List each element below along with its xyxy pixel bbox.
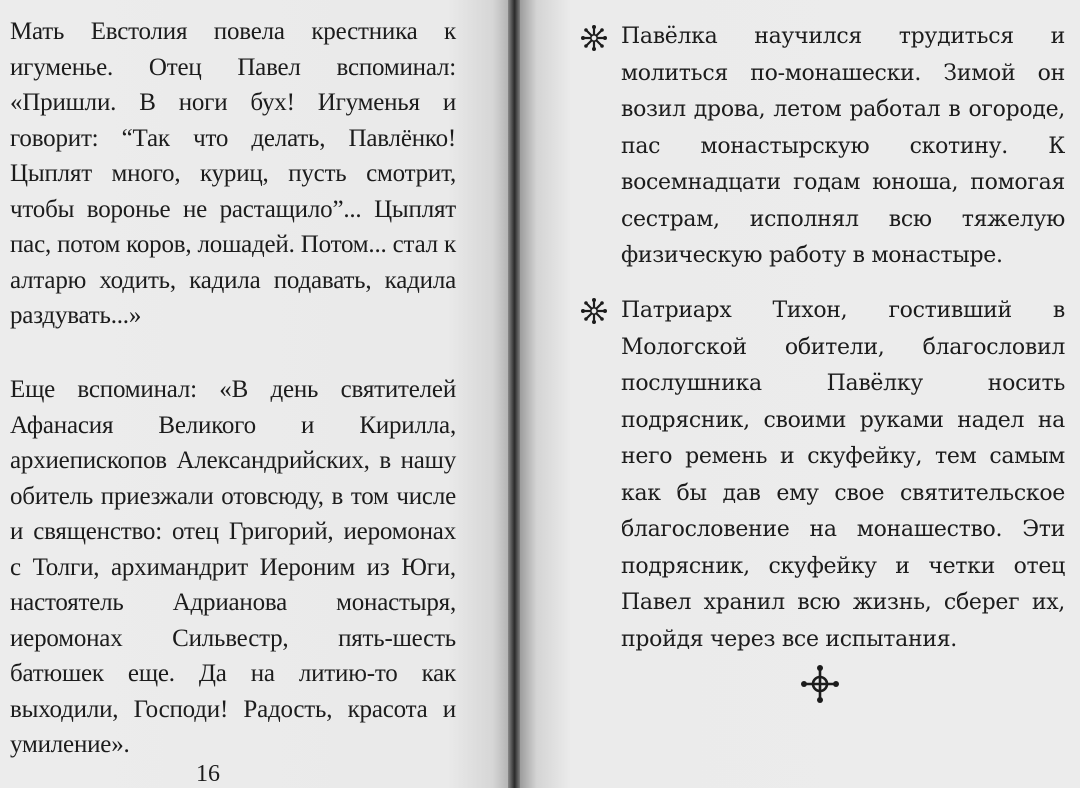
snowflake-asterisk-icon: [580, 297, 608, 325]
cross-ornament-icon: [800, 664, 840, 704]
right-paragraph-2: Патриарх Тихон, гостивший в Мологской обители, благословил послушника Павёлку носить подрясник, своими руками надел на него ремень и скуфейку, тем самым как бы дав ему свое святительское благословение на монашество. Эти подрясник, скуфейку и четки отец Павел хранил всю жизнь, сберег их, пройдя через все испытания.: [621, 298, 1065, 652]
book-spine: [508, 0, 520, 788]
left-paragraph-1: Мать Евстолия повела крестника к игуменье. Отец Павел вспоминал: «Пришли. В ноги бух! Игуменья и говорит: “Так что делать, Павлёнко! Цыплят много, куриц, пусть смотрит, чтобы воронье не растащило”... Цыплят пас, потом коров, лошадей. Потом... стал к алтарю ходить, кадила подавать, кадила раздувать...»: [10, 18, 456, 329]
snowflake-asterisk-icon: [580, 24, 608, 52]
right-paragraph-1: Павёлка научился трудиться и молиться по-монашески. Зимой он возил дрова, летом работал в огороде, пас монастырскую скотину. К восемнадцати годам юноша, помогая сестрам, исполнял всю тяжелую физическую работу в монастыре.: [621, 24, 1065, 268]
right-page: [520, 0, 1080, 788]
left-page: [0, 0, 508, 788]
left-paragraph-2: Еще вспоминал: «В день святителей Афанасия Великого и Кирилла, архиепископов Александрийских, в нашу обитель приезжали отовсюду, в том числе и священство: отец Григорий, иеромонах с Толги, архимандрит Иероним из Юги, настоятель Адрианова монастыря, иеромонах Сильвестр, пять-шесть батюшек еще. Да на литию-то как выходили, Господи! Радость, красота и умиление».: [10, 376, 456, 758]
page-number: 16: [196, 761, 220, 787]
